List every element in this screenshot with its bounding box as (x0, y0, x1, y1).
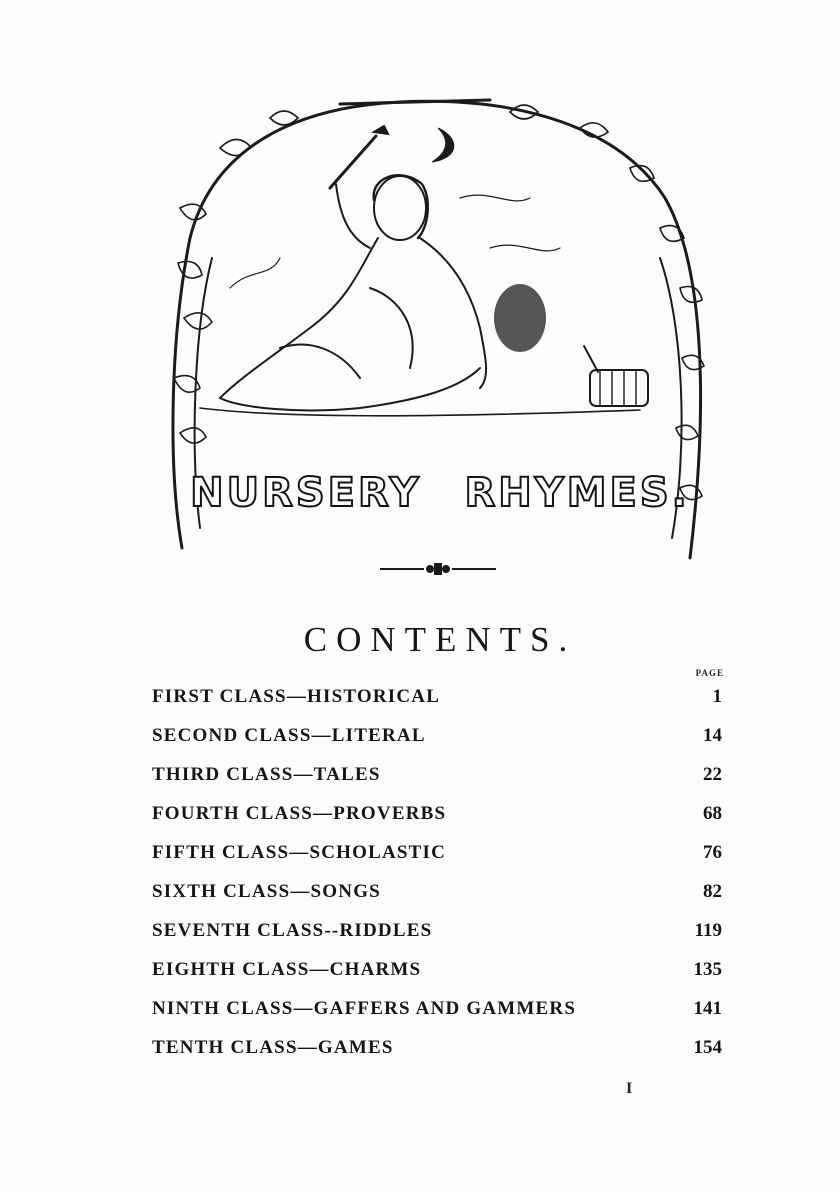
toc-entry-label: FIFTH CLASS—SCHOLASTIC (152, 842, 447, 863)
toc-entry (152, 803, 722, 842)
toc-entry-label: SEVENTH CLASS--RIDDLES (152, 920, 433, 941)
toc-entry-page: 76 (703, 842, 722, 863)
toc-entry-page: 135 (693, 959, 722, 980)
toc-entry-page: 119 (694, 920, 722, 941)
toc-entry-label: FOURTH CLASS—PROVERBS (152, 803, 447, 824)
page-column-label: PAGE (695, 668, 724, 678)
contents-heading: CONTENTS. (303, 620, 577, 659)
toc-entry (152, 920, 722, 959)
toc-entry-label: THIRD CLASS—TALES (152, 764, 381, 785)
toc-entry-page: 1 (712, 686, 722, 707)
plate-title: NURSERY RHYMES. (190, 470, 690, 516)
toc-entry-page: 82 (703, 881, 722, 902)
toc-entry (152, 842, 722, 881)
toc-entry-page: 68 (703, 803, 722, 824)
toc-entry-page: 154 (693, 1037, 722, 1058)
toc-entry-page: 141 (693, 998, 722, 1019)
toc-entry-label: SIXTH CLASS—SONGS (152, 881, 381, 902)
ornamental-divider (378, 562, 498, 576)
toc-entry (152, 1037, 722, 1076)
toc-entry (152, 998, 722, 1037)
toc-entry-label: FIRST CLASS—HISTORICAL (152, 686, 441, 707)
toc-entry-label: SECOND CLASS—LITERAL (152, 725, 426, 746)
toc-entry (152, 959, 722, 998)
table-of-contents (152, 686, 722, 1076)
toc-entry (152, 686, 722, 725)
signature-mark: I (626, 1080, 633, 1097)
toc-entry-label: NINTH CLASS—GAFFERS AND GAMMERS (152, 998, 577, 1019)
toc-entry (152, 881, 722, 920)
frontispiece-illustration (160, 88, 720, 568)
toc-entry (152, 764, 722, 803)
toc-entry-page: 22 (703, 764, 722, 785)
toc-entry (152, 725, 722, 764)
toc-entry-label: TENTH CLASS—GAMES (152, 1037, 394, 1058)
toc-entry-label: EIGHTH CLASS—CHARMS (152, 959, 422, 980)
toc-entry-page: 14 (703, 725, 722, 746)
